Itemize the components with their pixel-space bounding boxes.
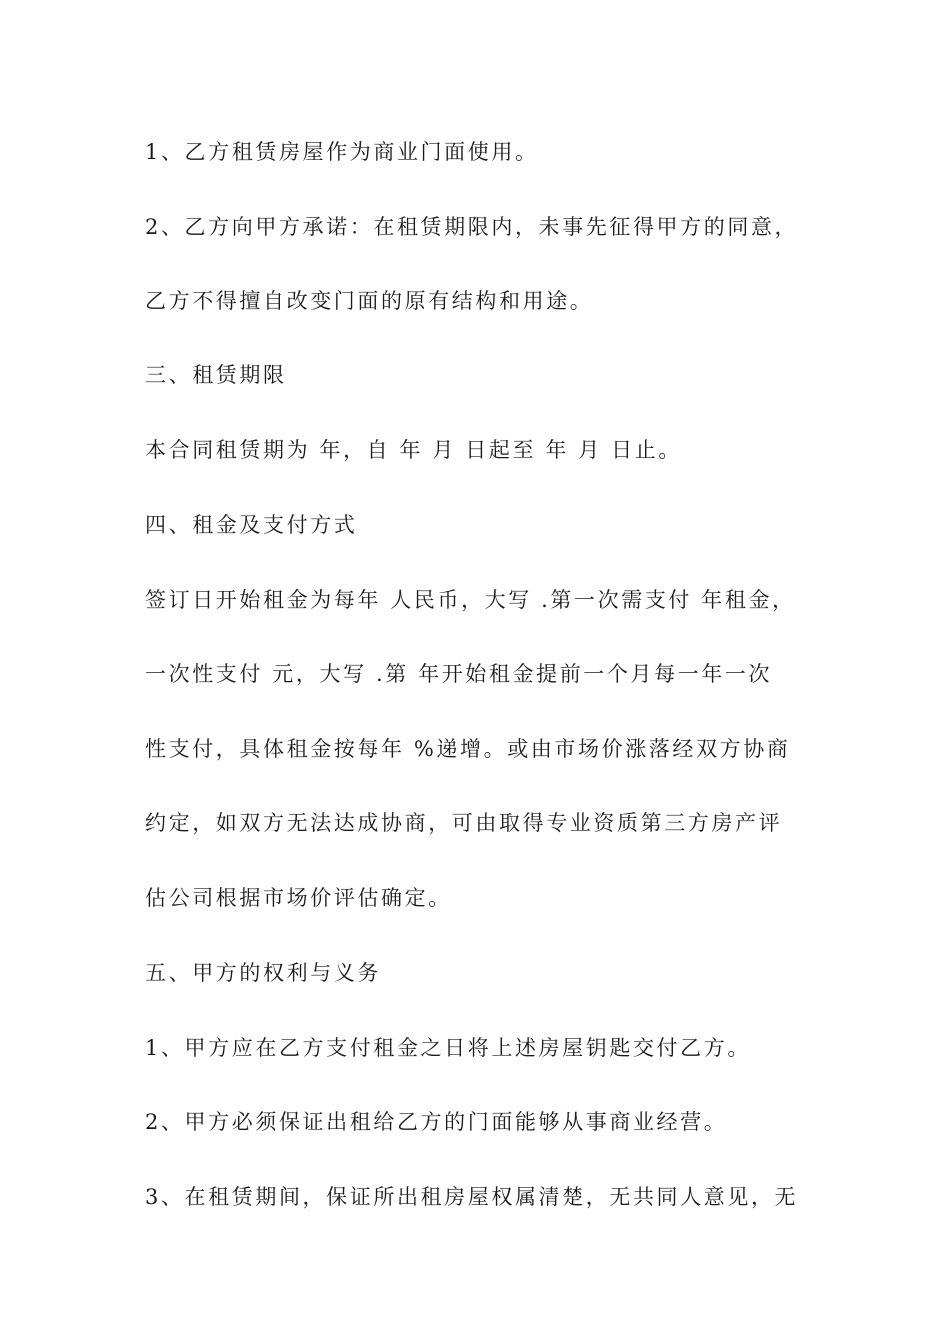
text-line: 本合同租赁期为 年，自 年 月 日起至 年 月 日止。: [145, 438, 682, 462]
text-line: 3、在租赁期间，保证所出租房屋权属清楚，无共同人意见，无: [145, 1185, 799, 1209]
text-line: 约定，如双方无法达成协商，可由取得专业资质第三方房产评: [145, 811, 783, 835]
text-line: 1、乙方租赁房屋作为商业门面使用。: [145, 140, 539, 164]
text-line: 签订日开始租金为每年 人民币，大写 .第一次需支付 年租金，: [145, 588, 796, 612]
section-heading: 三、租赁期限: [145, 363, 287, 387]
text-line: 2、甲方必须保证出租给乙方的门面能够从事商业经营。: [145, 1110, 728, 1134]
text-line: 乙方不得擅自改变门面的原有结构和用途。: [145, 289, 594, 313]
text-line: 一次性支付 元，大写 .第 年开始租金提前一个月每一年一次: [145, 662, 773, 686]
text-line: 1、甲方应在乙方支付租金之日将上述房屋钥匙交付乙方。: [145, 1036, 751, 1060]
text-line: 2、乙方向甲方承诺：在租赁期限内，未事先征得甲方的同意，: [145, 215, 799, 239]
section-heading: 四、租金及支付方式: [145, 513, 358, 537]
text-line: 性支付，具体租金按每年 %递增。或由市场价涨落经双方协商: [145, 737, 791, 761]
text-line: 估公司根据市场价评估确定。: [145, 886, 452, 910]
section-heading: 五、甲方的权利与义务: [145, 961, 381, 985]
